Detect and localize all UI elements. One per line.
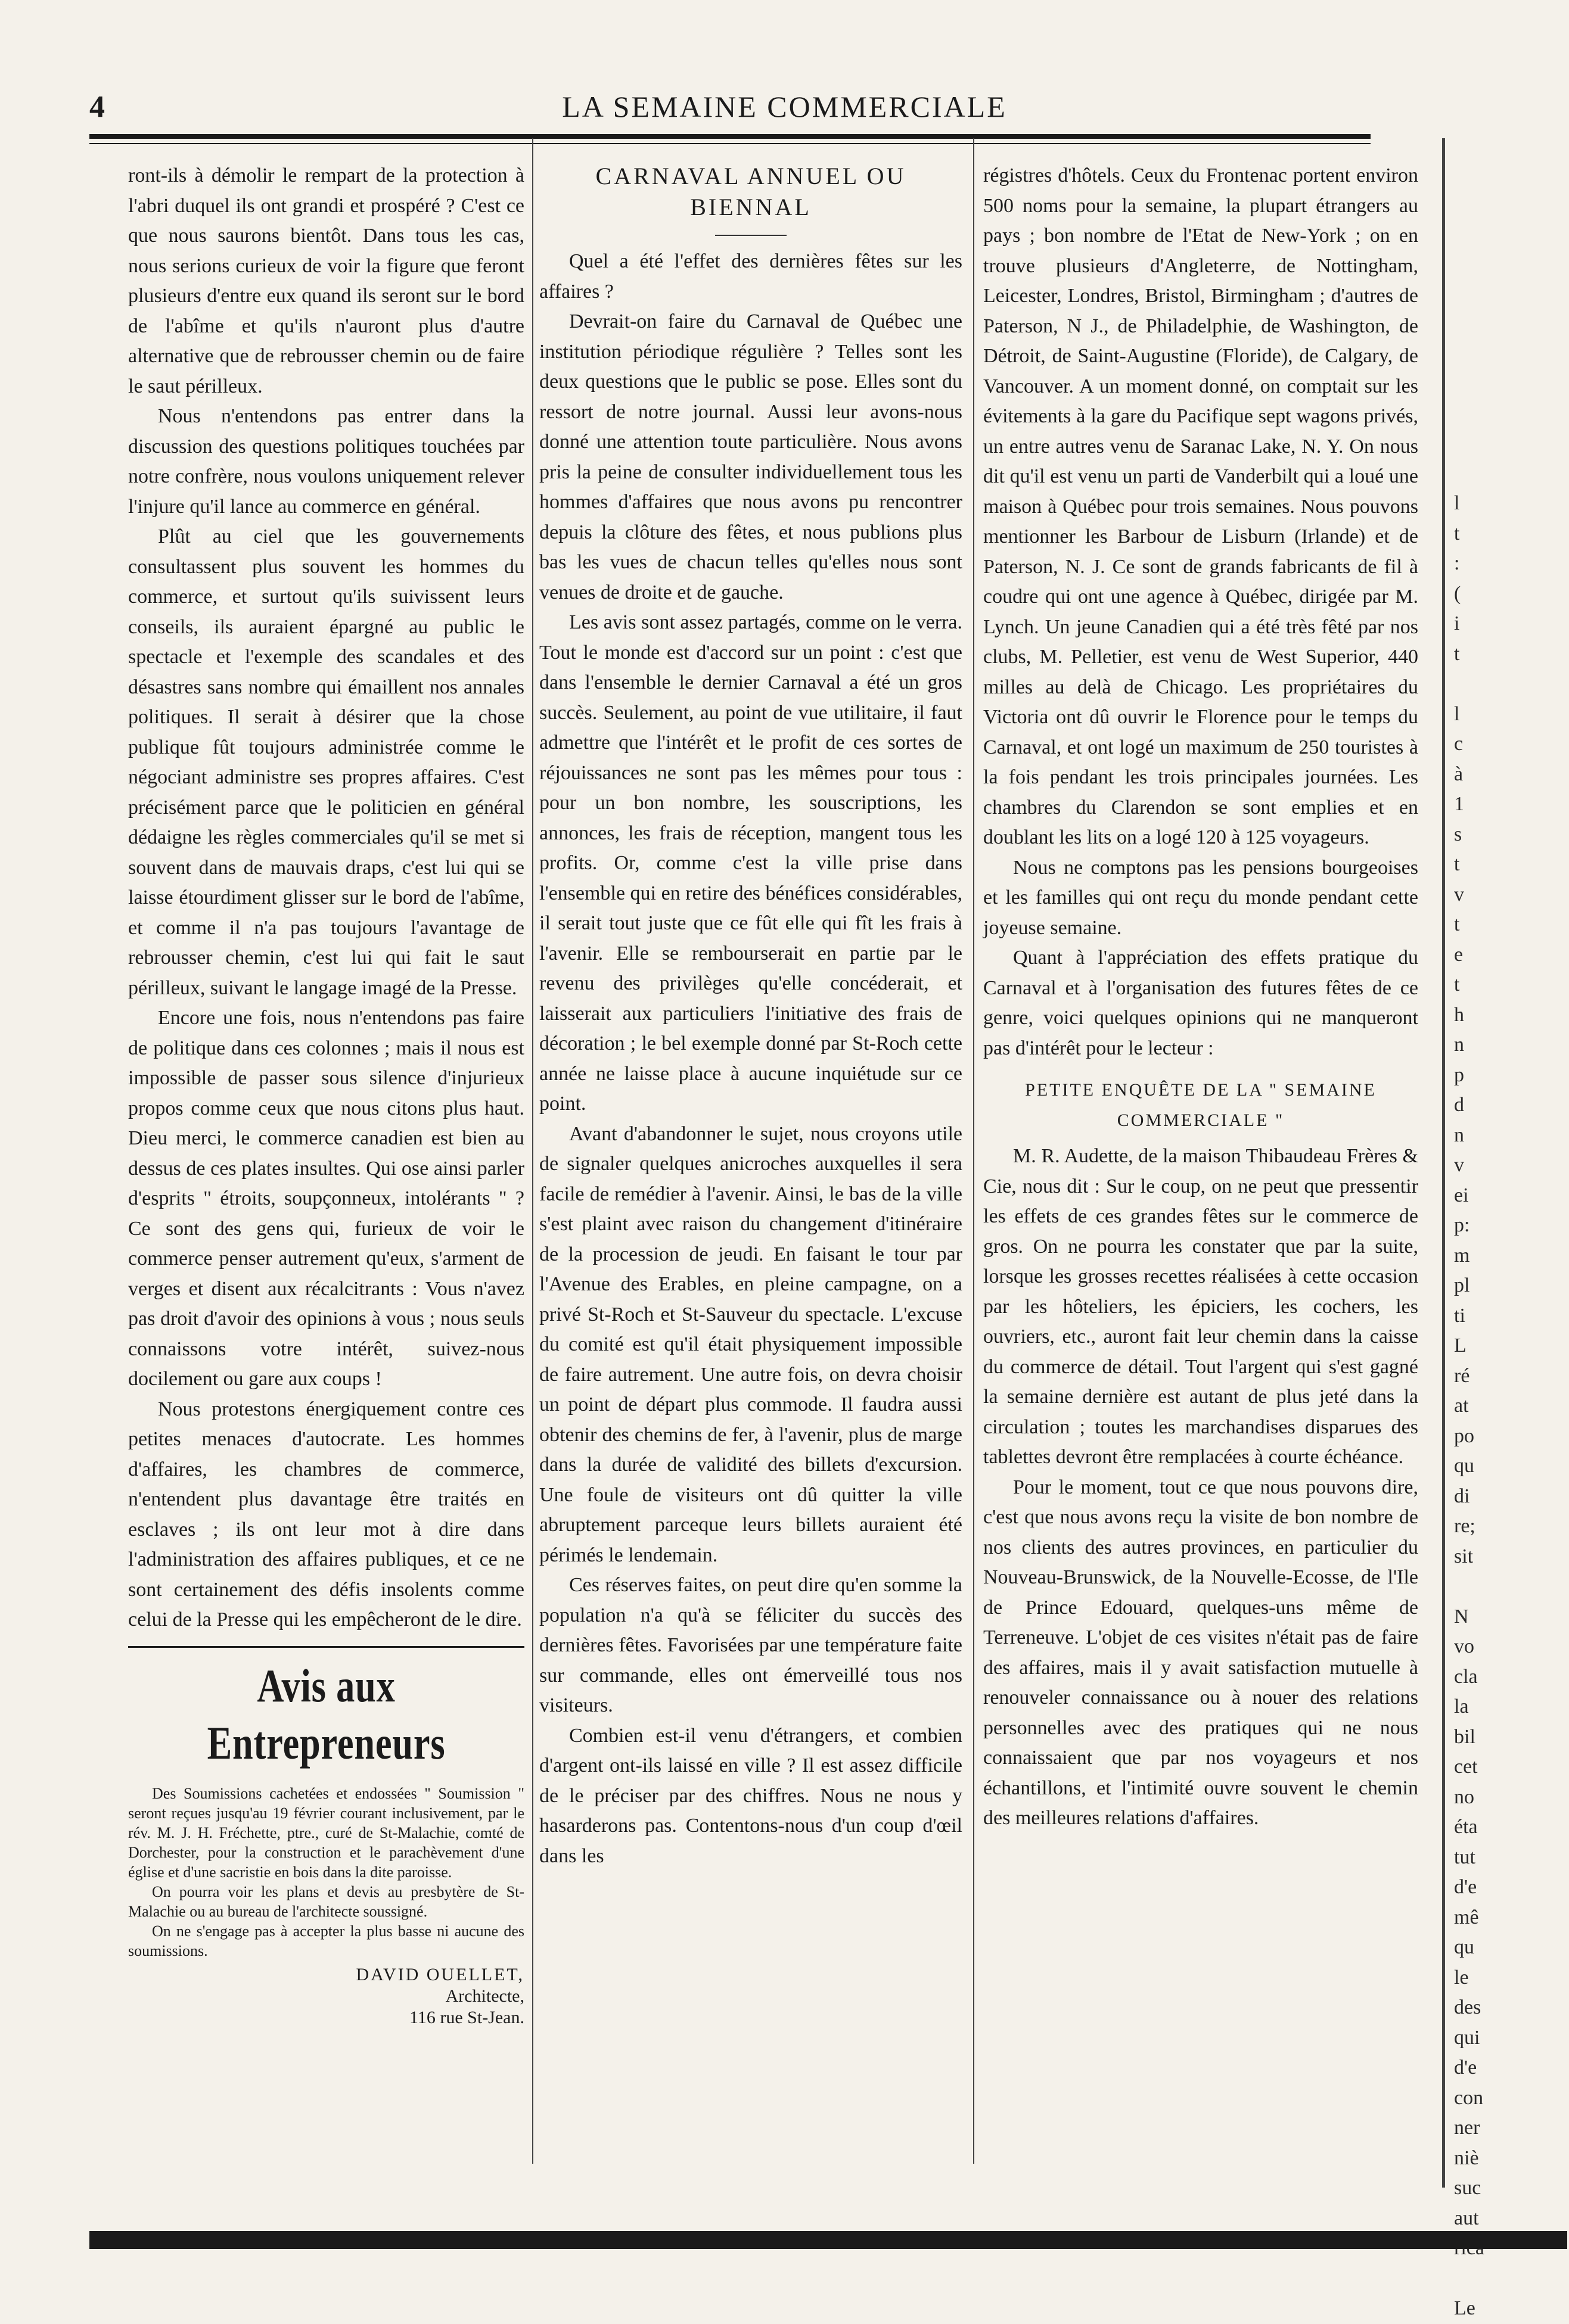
article-title: CARNAVAL ANNUEL OU BIENNAL	[595, 163, 906, 220]
advertisement-paragraph: On pourra voir les plans et devis au presbytère de St-Malachie ou au bureau de l'architecte soussigné.	[128, 1883, 524, 1920]
paragraph: Plût au ciel que les gouvernements consultassent plus souvent les hommes du commerce, et surtout qu'ils suivissent leurs conseils, ils auraient épargné au public le spectacle et l'exemple des scandales et des désastres sans nombre qui émaillent nos annales politiques. Il serait à désirer que la chose publique fût toujours administrée comme le négociant administre ses propres affaires. C'est précisément parce que le politicien en général dédaigne les règles commerciales qu'il se met si souvent dans de mauvais draps, c'est lui qui se laisse étourdiment glisser sur le bord de l'abîme, et comme il n'a pas toujours l'avantage de rebrousser chemin, c'est lui qui fait le saut périlleux, suivant le langage imagé de la Presse.	[128, 525, 524, 999]
subsection-title-line: PETITE ENQUÊTE DE LA " SEMAINE	[1025, 1080, 1377, 1100]
paragraph: Nous ne comptons pas les pensions bourgeoises et les familles qui ont reçu du monde pendant cette joyeuse semaine.	[983, 856, 1418, 939]
bottom-border	[89, 2231, 1567, 2249]
paragraph: Combien est-il venu d'étrangers, et combien d'argent ont-ils laissé en ville ? Il est assez difficile de le préciser par des chiffres. Nous ne nous y hasarderons pas. Contentons-nous d'un coup d'œil dans les	[539, 1724, 962, 1867]
signature-name: DAVID OUELLET,	[356, 1964, 524, 1984]
paragraph: Pour le moment, tout ce que nous pouvons dire, c'est que nous avons reçu la visite de bon nombre de nos clients des autres provinces, en particulier du Nouveau-Brunswick, de la Nouvelle-Ecosse, de l'Ile de Prince Edouard, quelques-uns même de Terreneuve. L'objet de ces visites n'était pas de faire des affaires, mais il y avait satisfaction mutuelle à renouveler connaissance ou à nouer des relations personnelles avec des pratiques qui ne nous connaissaient que par nos voyageurs et nos échantillons, et l'intimité ouvre souvent le chemin des meilleures relations d'affaires.	[983, 1476, 1418, 1829]
paragraph: Avant d'abandonner le sujet, nous croyons utile de signaler quelques anicroches auxquelles il sera facile de remédier à l'avenir. Ainsi, le bas de la ville s'est plaint avec raison du changement d'itinéraire de la procession de jeudi. En faisant le tour par l'Avenue des Erables, en pleine campagne, on a privé St-Roch et St-Sauveur du spectacle. L'excuse du comité est qu'il était physiquement impossible de faire autrement. Une autre fois, on devra choisir un point de départ plus commode. Il faudra aussi obtenir des chemins de fer, à l'avenir, plus de marge dans la durée de validité des billets d'excursion. Une foule de visiteurs ont dû quitter la ville abruptement parceque leurs billets auraient été périmés le lendemain.	[539, 1122, 962, 1566]
paragraph: Les avis sont assez partagés, comme on le verra. Tout le monde est d'accord sur un point : c'est que dans l'ensemble le dernier Carnaval a été un gros succès. Seulement, au point de vue utilitaire, il faut admettre que l'intérêt et le profit de ces sortes de réjouissances ne sont pas les mêmes pour tous : pour un bon nombre, les souscriptions, les annonces, les frais de réception, mangent tous les profits. Or, comme c'est la ville prise dans l'ensemble qui en retire des bénéfices considérables, il serait tout juste que ce fût elle qui fît les frais à l'avenir. Elle se rembourserait en partie par le revenu des privilèges qu'elle concéderait, et laisserait aux particuliers l'initiative des frais de décoration ; le bel exemple donné par St-Roch cette année ne laisse place à aucune inquiétude sur ce point.	[539, 611, 962, 1115]
paragraph: Nous protestons énergiquement contre ces petites menaces d'autocrate. Les hommes d'affaires, les chambres de commerce, n'entendent plus davantage être traités en esclaves ; ils ont leur mot à dire dans l'administration des affaires publiques, et ce ne sont certainement des défis insolents comme celui de la Presse qui les empêcheront de le dire.	[128, 1398, 524, 1631]
column-divider	[532, 138, 533, 2164]
advertisement-body	[128, 1784, 524, 1961]
paragraph: Quant à l'appréciation des effets pratique du Carnaval et à l'organisation des futures fêtes de ce genre, voici quelques opinions qui ne manqueront pas d'intérêt pour le lecteur :	[983, 947, 1418, 1059]
signature-address: 116 rue St-Jean.	[409, 2007, 524, 2027]
column-divider	[1442, 138, 1445, 2188]
running-head: LA SEMAINE COMMERCIALE	[562, 90, 1007, 123]
paragraph: ront-ils à démolir le rempart de la protection à l'abri duquel ils ont grandi et prospéré ? C'est ce que nous saurons bientôt. Dans tous les cas, nous serions curieux de voir la figure que feront plusieurs d'entre eux quand ils seront sur le bord de l'abîme et qu'ils n'auront plus d'autre alternative que de rebrousser chemin ou de faire le saut périlleux.	[128, 164, 524, 397]
column-2	[539, 161, 962, 1871]
title-dash	[715, 235, 787, 236]
paragraph: régistres d'hôtels. Ceux du Frontenac portent environ 500 noms pour la semaine, la plupart étrangers au pays ; bon nombre de l'Etat de New-York ; on en trouve plusieurs d'Angleterre, de Nottingham, Leicester, Londres, Bristol, Birmingham ; d'autres de Paterson, N J., de Philadelphie, de Washington, de Détroit, de Saint-Augustine (Floride), de Calgary, de Vancouver. A un moment donné, on comptait sur les évitements à la gare du Pacifique sept wagons privés, un entre autres venu de Saranac Lake, N. Y. On nous dit qu'il est venu un parti de Vanderbilt qui a loué une maison à Québec pour trois semaines. Nous pouvons mentionner les Barbour de Lisburn (Irlande) et de Paterson, N. J. Ce sont de grands fabricants de fil à coudre qui ont une agence à Québec, dirigée par M. Lynch. Un jeune Canadien qui a été très fêté par nos clubs, M. Pelletier, est venu de West Superior, 440 milles au delà de Chicago. Les propriétaires du Victoria ont dû ouvrir le Florence pour le temps du Carnaval, et ont logé un maximum de 250 touristes à la fois pendant les trois principales journées. Les chambres du Clarendon se sont emplies et en doublant les lits on a logé 120 à 125 voyageurs.	[983, 164, 1418, 848]
column-divider	[973, 138, 974, 2164]
advertisement-paragraph: Des Soumissions cachetées et endossées " Soumission " seront reçues jusqu'au 19 février courant inclusivement, par le rév. M. J. H. Fréchette, ptre., curé de St-Malachie, comté de Dorchester, pour la construction et le parachèvement d'une église et d'une sacristie en bois dans la dite paroisse.	[128, 1784, 524, 1881]
signature-title: Architecte,	[445, 1986, 524, 2006]
paragraph: M. R. Audette, de la maison Thibaudeau Frères & Cie, nous dit : Sur le coup, on ne peut que pressentir les effets de ces grandes fêtes sur le commerce de gros. On ne pourra les constater que par la suite, lorsque les grosses recettes réalisées à cette occasion par les hôteliers, les épiciers, les cochers, les ouvriers, etc., auront fait leur chemin dans la caisse du commerce de détail. Tout l'argent qui s'est gagné la semaine dernière est autant de plus jeté dans la circulation ; toutes les marchandises disparues des tablettes devront être remplacées à courte échéance.	[983, 1145, 1418, 1468]
top-rule	[89, 134, 1371, 139]
paragraph: Nous n'entendons pas entrer dans la discussion des questions politiques touchées par notre confrère, nous voulons uniquement relever l'injure qu'il lance au commerce en général.	[128, 405, 524, 518]
advertisement-title: Avis aux Entrepreneurs	[207, 1659, 446, 1769]
section-rule	[128, 1646, 524, 1648]
page-number: 4	[89, 90, 105, 124]
paragraph: Devrait-on faire du Carnaval de Québec une institution périodique régulière ? Telles sont les deux questions que le public se pose. Elles sont du ressort de notre journal. Aussi leur avons-nous donné une attention toute particulière. Nous avons pris la peine de consulter individuellement tous les hommes d'affaires que nous avons pu rencontrer depuis la clôture des fêtes, et nous publions plus bas les vues de chacun telles qu'elles nous sont venues de droite et de gauche.	[539, 310, 962, 603]
subsection-title	[983, 1075, 1418, 1135]
subsection-title-line: COMMERCIALE "	[1117, 1110, 1285, 1130]
paragraph: Ces réserves faites, on peut dire qu'en somme la population n'a qu'à se féliciter du succès des dernières fêtes. Favorisées par une température faite sur commande, elles ont émerveillé tous nos visiteurs.	[539, 1574, 962, 1716]
advertisement-signature	[128, 1964, 524, 2029]
paragraph: Encore une fois, nous n'entendons pas faire de politique dans ces colonnes ; mais il nous est impossible de passer sous silence d'injurieux propos comme ceux que nous citons plus haut. Dieu merci, le commerce canadien est bien au dessus de ces plates insultes. Qui ose ainsi parler d'esprits " étroits, soupçonneux, intolérants " ? Ce sont des gens qui, furieux de voir le commerce penser autrement qu'eux, s'arment de verges et disent aux récalcitrants : Vous n'avez pas droit d'avoir des opinions à vous ; nous seuls connaissons votre intérêt, suivez-nous docilement ou gare aux coups !	[128, 1007, 524, 1390]
column-3	[983, 161, 1418, 1834]
advertisement-paragraph: On ne s'engage pas à accepter la plus basse ni aucune des soumissions.	[128, 1922, 524, 1959]
paragraph: Quel a été l'effet des dernières fêtes sur les affaires ?	[539, 250, 962, 303]
top-rule-thin	[89, 143, 1371, 144]
column-1	[128, 161, 524, 2029]
adjacent-page-fragments: l t : ( i t l c à 1 s t v t e t h n p d n v ei p: m pl ti L ré at po qu di re; sit N vo cla la bil cet no éta tut d'e mê qu le des qui d'e con ner niè suc aut Le	[1454, 492, 1484, 2319]
